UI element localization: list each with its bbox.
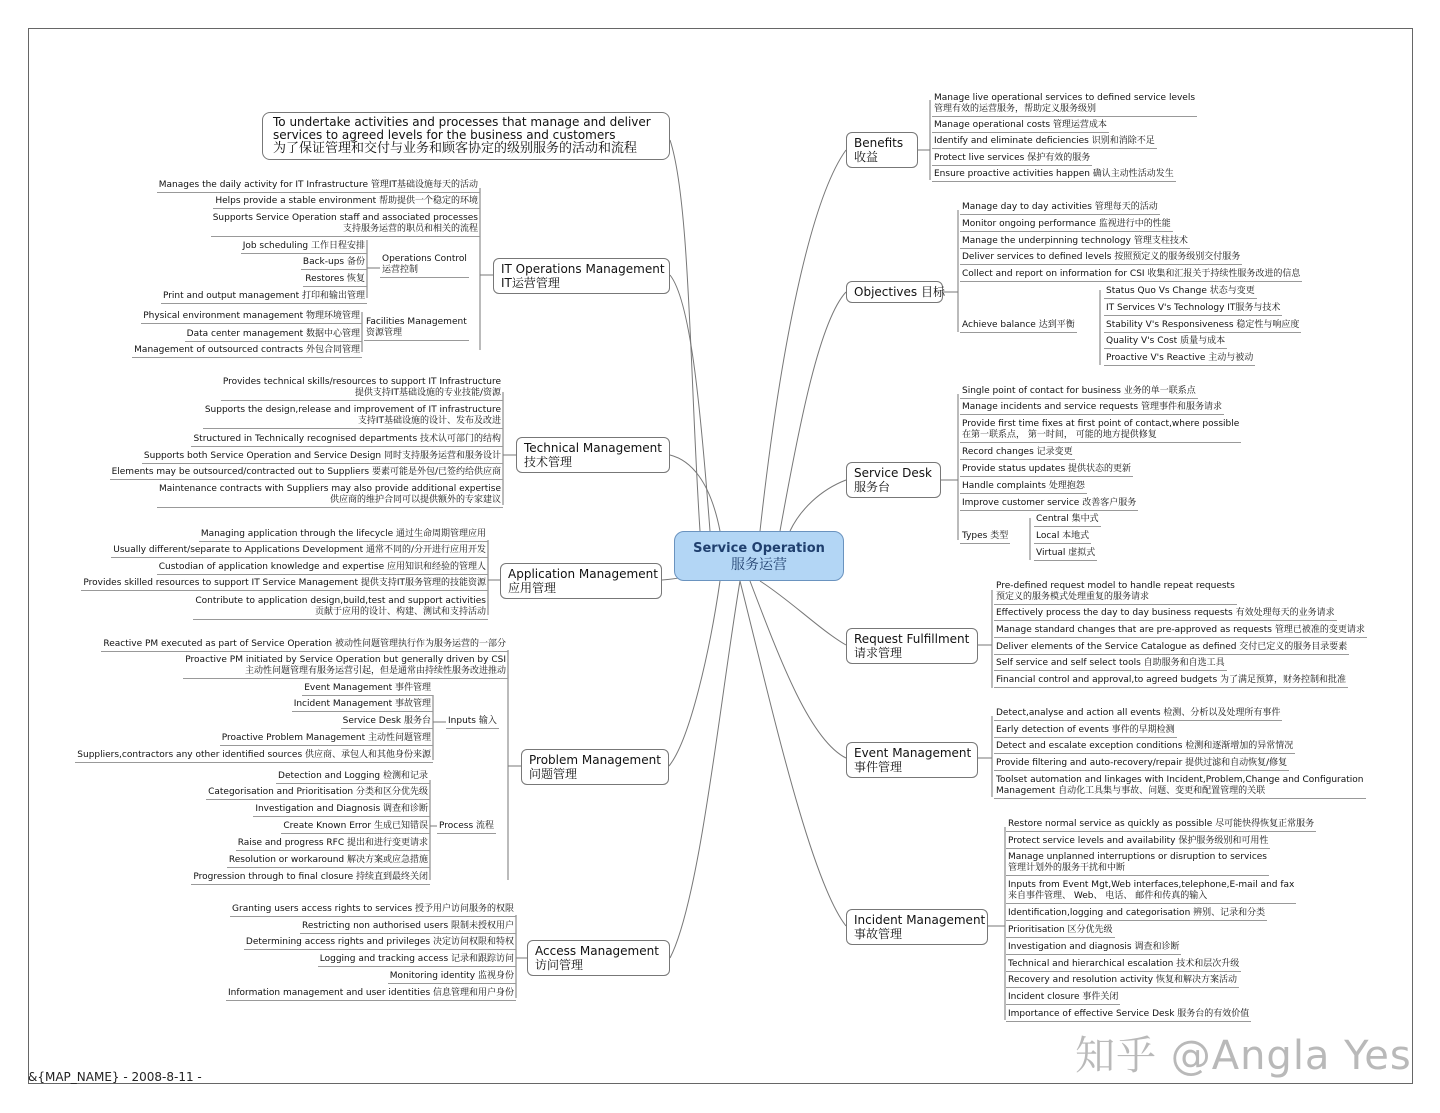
leaf-prob-0: Reactive PM executed as part of Service Operation 被动性问题管理执行作为服务运营的一部分 xyxy=(101,639,508,652)
branch-event-management[interactable]: Event Management 事件管理 xyxy=(846,742,978,778)
service-operation-description: To undertake activities and processes that manage and deliver services to agreed levels for the business and customers 为了保证管理和交付与业务和顾客协定的级别服务的活动和流程 xyxy=(262,112,670,160)
branch-objectives[interactable]: Objectives 目标 xyxy=(846,281,943,303)
leaf-im-8: Recovery and resolution activity 恢复和解决方案活动 xyxy=(1006,975,1239,988)
branch-problem-management[interactable]: Problem Management 问题管理 xyxy=(521,749,669,785)
leaf-sd-2: Provide first time fixes at first point of contact,where possible 在第一联系点， 第一时间， 可能的地方提供修复 xyxy=(960,419,1241,443)
leaf-sd-4: Provide status updates 提供状态的更新 xyxy=(960,464,1133,477)
leaf-im-2: Manage unplanned interruptions or disruption to services 管理计划外的服务干扰和中断 xyxy=(1006,852,1269,876)
branch-benefits[interactable]: Benefits 收益 xyxy=(846,132,918,168)
leaf-tech-1: Supports the design,release and improvement of IT infrastructure 支持IT基础设施的设计、发布及改进 xyxy=(203,405,503,429)
leaf-access-4: Monitoring identity 监视身份 xyxy=(388,971,516,984)
branch-service-desk[interactable]: Service Desk 服务台 xyxy=(846,462,941,498)
leaf-app-4: Contribute to application design,build,test and support activities 贡献于应用的设计、构建、测试和支持活动 xyxy=(193,596,488,620)
leaf-benefits-4: Ensure proactive activities happen 确认主动性活动发生 xyxy=(932,169,1176,182)
leaf-prob-2: Event Management 事件管理 xyxy=(302,683,433,696)
leaf-obj-5: Status Quo Vs Change 状态与变更 xyxy=(1104,286,1257,299)
leaf-tech-0: Provides technical skills/resources to support IT Infrastructure 提供支持IT基础设施的专业技能/资源 xyxy=(221,377,503,401)
leaf-tech-4: Elements may be outsourced/contracted out to Suppliers 要素可能是外包/已签约给供应商 xyxy=(110,467,503,480)
central-topic[interactable] xyxy=(674,531,844,581)
leaf-im-0: Restore normal service as quickly as possible 尽可能快得恢复正常服务 xyxy=(1006,819,1316,832)
leaf-itops-0: Manages the daily activity for IT Infrastructure 管理IT基础设施每天的活动 xyxy=(157,180,480,193)
leaf-obj-6: IT Services V's Technology IT服务与技术 xyxy=(1104,303,1282,316)
sub-achieve-balance: Achieve balance 达到平衡 xyxy=(960,320,1077,333)
leaf-obj-2: Manage the underpinning technology 管理支柱技术 xyxy=(960,236,1190,249)
leaf-obj-1: Monitor ongoing performance 监视进行中的性能 xyxy=(960,219,1173,232)
leaf-im-7: Technical and hierarchical escalation 技术和层次升级 xyxy=(1006,959,1241,972)
leaf-im-4: Identification,logging and categorisation 辨别、记录和分类 xyxy=(1006,908,1267,921)
leaf-im-3: Inputs from Event Mgt,Web interfaces,telephone,E-mail and fax 来自事件管理、 Web、 电话、 邮件和传真的输入 xyxy=(1006,880,1296,904)
leaf-benefits-2: Identify and eliminate deficiencies 识别和消除不足 xyxy=(932,136,1157,149)
leaf-em-4: Toolset automation and linkages with Incident,Problem,Change and Configuration Management 自动化工具集与事故、问题、变更和配置管理的关联 xyxy=(994,775,1366,799)
sub-inputs: Inputs 输入 xyxy=(446,716,499,729)
branch-incident-management[interactable]: Incident Management 事故管理 xyxy=(846,909,988,945)
leaf-prob-6: Suppliers,contractors any other identified sources 供应商、承包人和其他身份来源 xyxy=(75,750,433,763)
leaf-rf-1: Effectively process the day to day business requests 有效处理每天的业务请求 xyxy=(994,608,1337,621)
leaf-benefits-1: Manage operational costs 管理运营成本 xyxy=(932,120,1109,133)
leaf-itops-6: Print and output management 打印和输出管理 xyxy=(161,291,367,304)
leaf-access-5: Information management and user identities 信息管理和用户身份 xyxy=(226,988,516,1001)
leaf-prob-3: Incident Management 事故管理 xyxy=(292,699,433,712)
leaf-obj-3: Deliver services to defined levels 按照预定义的服务级别交付服务 xyxy=(960,252,1242,265)
leaf-benefits-3: Protect live services 保护有效的服务 xyxy=(932,153,1092,166)
leaf-sd-9: Virtual 虚拟式 xyxy=(1034,548,1097,561)
central-topic-zh: 服务运营 xyxy=(731,557,787,573)
leaf-prob-1: Proactive PM initiated by Service Operation but generally driven by CSI 主动性问题管理有服务运营引起，但是通常由持续性服务改进推动 xyxy=(183,655,508,679)
leaf-access-2: Determining access rights and privileges 决定访问权限和特权 xyxy=(244,937,516,950)
sub-types: Types 类型 xyxy=(960,531,1010,544)
leaf-prob-11: Raise and progress RFC 提出和进行变更请求 xyxy=(236,838,430,851)
branch-request-fulfillment[interactable]: Request Fulfillment 请求管理 xyxy=(846,628,978,664)
leaf-tech-5: Maintenance contracts with Suppliers may also provide additional expertise 供应商的维护合同可以提供额外的专家建议 xyxy=(157,484,503,508)
leaf-access-0: Granting users access rights to services 授予用户访问服务的权限 xyxy=(230,904,516,917)
leaf-obj-4: Collect and report on information for CSI 收集和汇报关于持续性服务改进的信息 xyxy=(960,269,1302,282)
leaf-rf-2: Manage standard changes that are pre-approved as requests 管理已被准的变更请求 xyxy=(994,625,1367,638)
leaf-im-1: Protect service levels and availability 保护服务级别和可用性 xyxy=(1006,836,1270,849)
leaf-app-1: Usually different/separate to Applications Development 通常不同的/分开进行应用开发 xyxy=(111,545,488,558)
leaf-prob-5: Proactive Problem Management 主动性问题管理 xyxy=(220,733,433,746)
leaf-rf-5: Financial control and approval,to agreed budgets 为了满足预算，财务控制和批准 xyxy=(994,675,1348,688)
leaf-em-0: Detect,analyse and action all events 检测、分析以及处理所有事件 xyxy=(994,708,1282,721)
leaf-itops-9: Management of outsourced contracts 外包合同管理 xyxy=(132,345,362,358)
leaf-rf-4: Self service and self select tools 自助服务和自选工具 xyxy=(994,658,1227,671)
leaf-prob-7: Detection and Logging 检测和记录 xyxy=(276,771,430,784)
branch-access-management[interactable]: Access Management 访问管理 xyxy=(527,940,670,976)
branch-application-management[interactable]: Application Management 应用管理 xyxy=(500,563,662,599)
leaf-itops-4: Back-ups 备份 xyxy=(301,257,367,270)
branch-technical-management[interactable]: Technical Management 技术管理 xyxy=(516,437,670,473)
leaf-itops-8: Data center management 数据中心管理 xyxy=(185,329,362,342)
leaf-app-2: Custodian of application knowledge and expertise 应用知识和经验的管理人 xyxy=(157,562,488,575)
leaf-prob-4: Service Desk 服务台 xyxy=(341,716,433,729)
leaf-itops-3: Job scheduling 工作日程安排 xyxy=(241,241,367,254)
branch-it-operations-management[interactable]: IT Operations Management IT运营管理 xyxy=(493,258,670,294)
leaf-app-3: Provides skilled resources to support IT Service Management 提供支持IT服务管理的技能资源 xyxy=(81,578,488,591)
leaf-obj-7: Stability V's Responsiveness 稳定性与响应度 xyxy=(1104,320,1301,333)
leaf-im-9: Incident closure 事件关闭 xyxy=(1006,992,1120,1005)
leaf-itops-5: Restores 恢复 xyxy=(303,274,367,287)
leaf-prob-8: Categorisation and Prioritisation 分类和区分优先级 xyxy=(206,787,430,800)
leaf-sd-1: Manage incidents and service requests 管理事件和服务请求 xyxy=(960,402,1224,415)
watermark: 知乎 @Angla Yes xyxy=(1075,1033,1412,1079)
leaf-tech-3: Supports both Service Operation and Service Design 同时支持服务运营和服务设计 xyxy=(142,451,503,464)
leaf-itops-7: Physical environment management 物理环境管理 xyxy=(141,311,362,324)
leaf-prob-13: Progression through to final closure 持续直到最终关闭 xyxy=(191,872,430,885)
leaf-em-2: Detect and escalate exception conditions 检测和逐渐增加的异常情况 xyxy=(994,741,1295,754)
leaf-im-6: Investigation and diagnosis 调查和诊断 xyxy=(1006,942,1181,955)
leaf-tech-2: Structured in Technically recognised departments 技术认可部门的结构 xyxy=(191,434,503,447)
leaf-sd-3: Record changes 记录变更 xyxy=(960,447,1075,460)
leaf-sd-6: Improve customer service 改善客户服务 xyxy=(960,498,1138,511)
leaf-sd-7: Central 集中式 xyxy=(1034,514,1101,527)
leaf-app-0: Managing application through the lifecycle 通过生命周期管理应用 xyxy=(199,529,488,542)
leaf-em-3: Provide filtering and auto-recovery/repair 提供过滤和自动恢复/修复 xyxy=(994,758,1289,771)
leaf-rf-0: Pre-defined request model to handle repeat requests 预定义的服务模式处理重复的服务请求 xyxy=(994,581,1237,605)
leaf-im-10: Importance of effective Service Desk 服务台的有效价值 xyxy=(1006,1009,1251,1022)
leaf-em-1: Early detection of events 事件的早期检测 xyxy=(994,725,1177,738)
footer-map-name: &{MAP_NAME} - 2008-8-11 - xyxy=(28,1070,202,1084)
leaf-im-5: Prioritisation 区分优先级 xyxy=(1006,925,1115,938)
leaf-sd-5: Handle complaints 处理抱怨 xyxy=(960,481,1087,494)
leaf-obj-8: Quality V's Cost 质量与成本 xyxy=(1104,336,1227,349)
central-topic-en: Service Operation xyxy=(693,541,825,556)
sub-facilities-management: Facilities Management 资源管理 xyxy=(364,317,469,341)
leaf-prob-10: Create Known Error 生成已知错误 xyxy=(281,821,430,834)
leaf-obj-9: Proactive V's Reactive 主动与被动 xyxy=(1104,353,1255,366)
leaf-access-1: Restricting non authorised users 限制未授权用户 xyxy=(300,921,516,934)
leaf-prob-12: Resolution or workaround 解决方案或应急措施 xyxy=(227,855,430,868)
leaf-access-3: Logging and tracking access 记录和跟踪访问 xyxy=(318,954,516,967)
leaf-sd-0: Single point of contact for business 业务的单一联系点 xyxy=(960,386,1198,399)
leaf-rf-3: Deliver elements of the Service Catalogue as defined 交付已定义的服务目录要素 xyxy=(994,642,1349,655)
leaf-benefits-0: Manage live operational services to defined service levels 管理有效的运营服务，帮助定义服务级别 xyxy=(932,93,1197,117)
leaf-obj-0: Manage day to day activities 管理每天的活动 xyxy=(960,202,1160,215)
leaf-sd-8: Local 本地式 xyxy=(1034,531,1091,544)
leaf-itops-2: Supports Service Operation staff and associated processes 支持服务运营的职员和相关的流程 xyxy=(211,213,480,237)
sub-process: Process 流程 xyxy=(437,821,496,834)
leaf-prob-9: Investigation and Diagnosis 调查和诊断 xyxy=(253,804,430,817)
leaf-itops-1: Helps provide a stable environment 帮助提供一个稳定的环境 xyxy=(213,196,480,209)
sub-operations-control: Operations Control 运营控制 xyxy=(380,254,469,278)
